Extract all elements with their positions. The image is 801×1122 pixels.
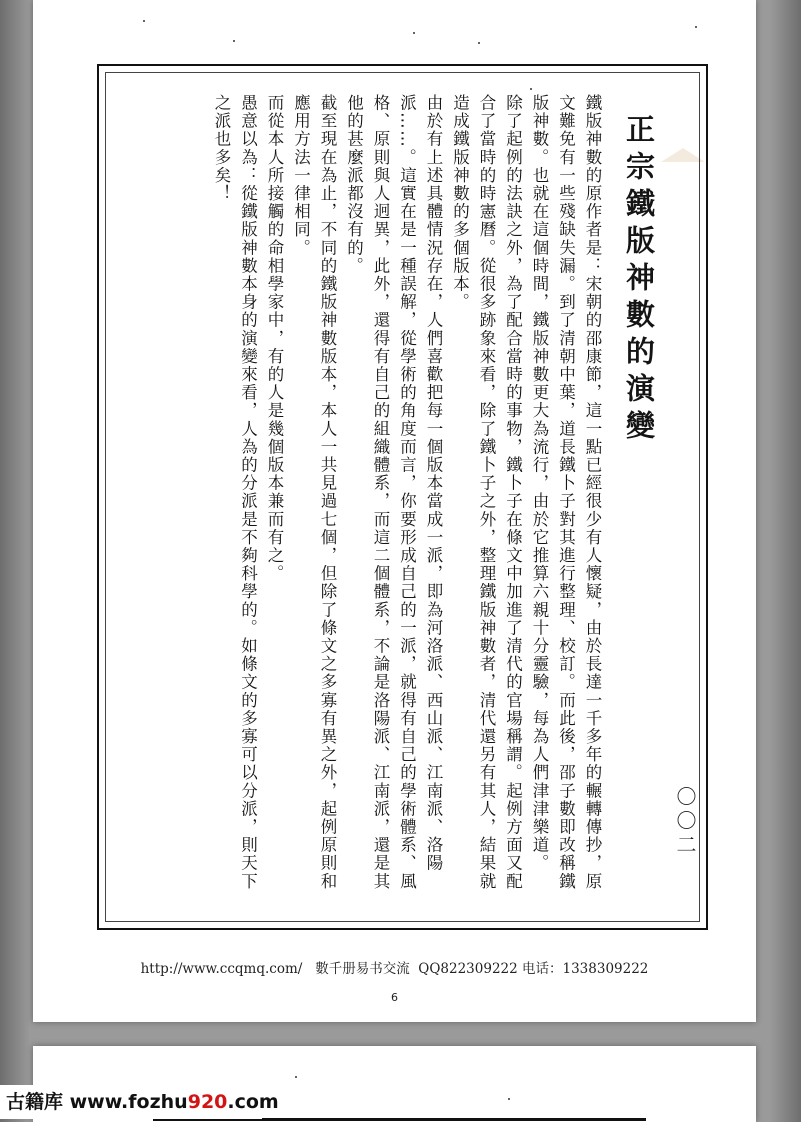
watermark-suffix: .com [227,1091,279,1113]
paragraph: 而從本人所接觸的命相學家中，有的人是幾個版本兼而有之。 [265,94,284,583]
book-page-number: 〇〇二 [673,786,697,858]
scanned-page-frame [97,64,708,930]
watermark-number: 920 [187,1091,228,1113]
paragraph: 鐵版神數的原作者是：宋朝的邵康節，這一點已經很少有人懷疑，由於長達一千多年的輾轉傳抄，原文難免有一些殘缺失漏。到了清朝中葉，道長鐵卜子對其進行整理、校訂。而此後，邵子數即改稱鐵版神數。也就在這個時間，鐵版神數更大為流行，由於它推算六親十分靈驗，每為人們津津樂道。 [530,94,602,891]
scan-speck [695,26,697,28]
footer-page-number: 6 [391,991,398,1004]
scan-speck [478,42,480,44]
document-page [33,0,756,1022]
scan-speck [295,1076,297,1078]
scan-speck [508,1098,510,1100]
footer-source-line: http://www.ccqmq.com/ 數千册易书交流 QQ822309222 电话：1338309222 [140,961,649,977]
scan-speck [413,32,415,34]
paragraph: 除了起例的法訣之外，為了配合當時的事物，鐵卜子在條文中加進了清代的官場稱謂。起例方面又配合了當時的時憲曆。從很多跡象來看，除了鐵卜子之外，整理鐵版神數者，清代還另有其人，結果就造成鐵版神數的多個版本。 [450,94,523,891]
site-watermark [0,1085,279,1119]
paragraph: 截至現在為止，不同的鐵版神數版本，本人一共見過七個，但除了條文之多寡有異之外，起例原則和應用方法一律相同。 [291,94,337,891]
vertical-text-body [129,94,659,906]
paragraph: 愚意以為：從鐵版神數本身的演變來看，人為的分派是不夠科學的。如條文的多寡可以分派，則天下之派也多矣！ [212,94,258,891]
scan-speck [233,40,235,42]
scan-speck [143,20,145,22]
paragraph: 由於有上述具體情況存在，人們喜歡把每一個版本當成一派，即為河洛派、西山派、江南派、洛陽派……。這實在是一種誤解，從學術的角度而言，你要形成自己的一派，就得有自己的學術體系、風格、原則與人迥異，此外，還得有自己的組織體系，而這二個體系，不論是洛陽派、江南派，還是其他的甚麼派都沒有的。 [344,94,443,891]
page-title: 正宗鐵版神數的演變 [622,114,656,447]
watermark-prefix: 古籍库 www.fozhu [6,1091,188,1113]
